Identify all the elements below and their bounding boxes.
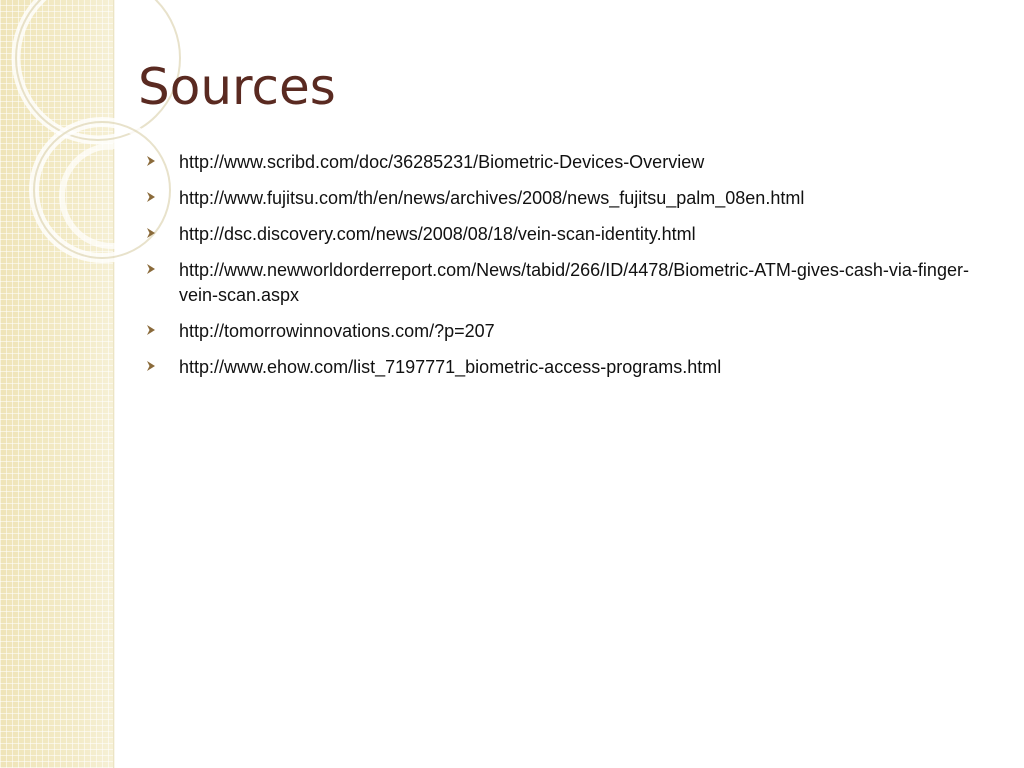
list-item — [146, 186, 996, 211]
list-item — [146, 319, 996, 344]
list-item — [146, 222, 996, 247]
list-item — [146, 355, 996, 380]
sources-list — [146, 150, 996, 391]
source-link[interactable]: http://www.newworldorderreport.com/News/tabid/266/ID/4478/Biometric-ATM-gives-cash-via-finger-vein-scan.aspx — [179, 260, 969, 305]
decorative-rings-icon — [0, 0, 160, 300]
slide-title: Sources — [138, 58, 336, 116]
arrowhead-bullet-icon — [146, 355, 179, 372]
arrowhead-bullet-icon — [146, 258, 179, 275]
source-link[interactable]: http://www.scribd.com/doc/36285231/Biometric-Devices-Overview — [179, 152, 705, 172]
source-link[interactable]: http://www.fujitsu.com/th/en/news/archives/2008/news_fujitsu_palm_08en.html — [179, 188, 805, 208]
source-link[interactable]: http://tomorrowinnovations.com/?p=207 — [179, 321, 495, 341]
source-link[interactable]: http://www.ehow.com/list_7197771_biometric-access-programs.html — [179, 357, 722, 377]
arrowhead-bullet-icon — [146, 319, 179, 336]
source-link[interactable]: http://dsc.discovery.com/news/2008/08/18/vein-scan-identity.html — [179, 224, 696, 244]
arrowhead-bullet-icon — [146, 186, 179, 203]
arrowhead-bullet-icon — [146, 222, 179, 239]
arrowhead-bullet-icon — [146, 150, 179, 167]
list-item — [146, 150, 996, 175]
list-item — [146, 258, 996, 308]
